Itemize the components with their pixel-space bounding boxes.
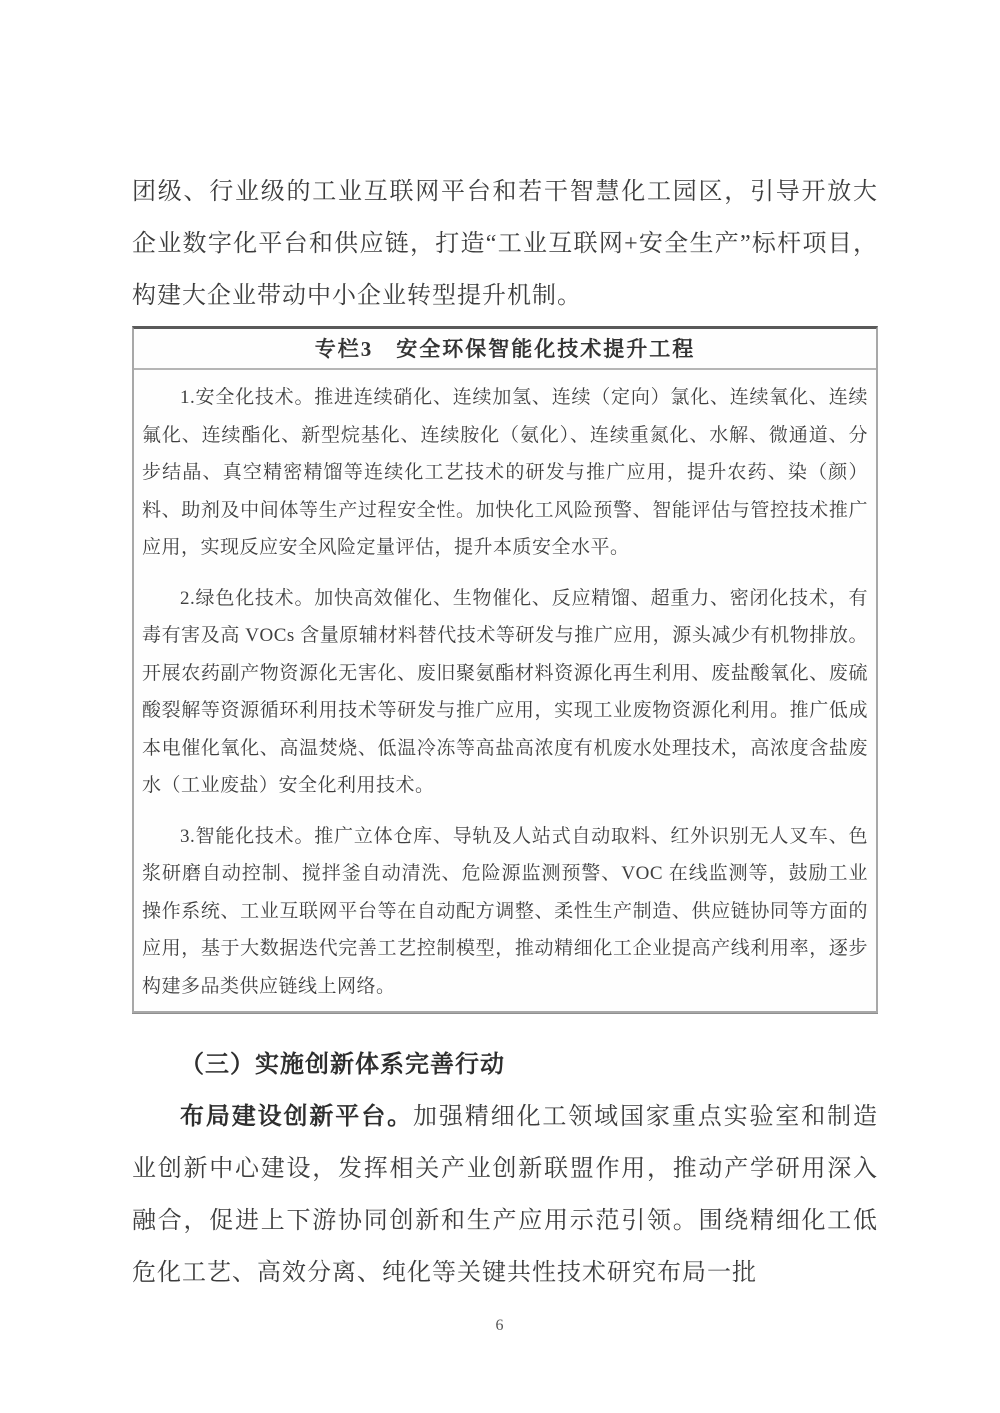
section3-paragraph — [132, 1091, 878, 1299]
callout-paragraph-green-tech: 2.绿色化技术。加快高效催化、生物催化、反应精馏、超重力、密闭化技术，有毒有害及高 VOCs 含量原辅材料替代技术等研发与推广应用，源头减少有机物排放。开展农药副产物资源化无害化、废旧聚氨酯材料资源化再生利用、废盐酸氧化、废硫酸裂解等资源循环利用技术等研发与推广应用，实现工业废物资源化利用。推广低成本电催化氧化、高温焚烧、低温冷冻等高盐高浓度有机废水处理技术，高浓度含盐废水（工业废盐）安全化利用技术。 — [142, 587, 868, 796]
page-number: 6 — [495, 1317, 505, 1334]
intro-paragraph: 团级、行业级的工业互联网平台和若干智慧化工园区，引导开放大企业数字化平台和供应链，打造“工业互联网+安全生产”标杆项目，构建大企业带动中小企业转型提升机制。 — [132, 179, 878, 309]
callout-box-title: 专栏3 安全环保智能化技术提升工程 — [134, 329, 876, 370]
section3-paragraph-lead: 布局建设创新平台。 — [180, 1104, 413, 1130]
callout-paragraph-smart-tech: 3.智能化技术。推广立体仓库、导轨及人站式自动取料、红外识别无人叉车、色浆研磨自动控制、搅拌釜自动清洗、危险源监测预警、VOC 在线监测等，鼓励工业操作系统、工业互联网平台等在自动配方调整、柔性生产制造、供应链协同等方面的应用，基于大数据迭代完善工艺控制模型，推动精细化工企业提高产线利用率，逐步构建多品类供应链线上网络。 — [142, 825, 868, 997]
callout-box-body — [134, 370, 876, 1011]
section-heading-3: （三）实施创新体系完善行动 — [180, 1052, 505, 1078]
callout-box-column3 — [132, 326, 878, 1013]
callout-paragraph-safety-tech: 1.安全化技术。推进连续硝化、连续加氢、连续（定向）氯化、连续氧化、连续氟化、连续酯化、新型烷基化、连续胺化（氨化）、连续重氮化、水解、微通道、分步结晶、真空精密精馏等连续化工艺技术的研发与推广应用，提升农药、染（颜）料、助剂及中间体等生产过程安全性。加快化工风险预警、智能评估与管控技术推广应用，实现反应安全风险定量评估，提升本质安全水平。 — [142, 387, 868, 558]
section3-paragraph-body: 加强精细化工领域国家重点实验室和制造业创新中心建设，发挥相关产业创新联盟作用，推动产学研用深入融合，促进上下游协同创新和生产应用示范引领。围绕精细化工低危化工艺、高效分离、纯化等关键共性技术研究布局一批 — [132, 1104, 879, 1286]
